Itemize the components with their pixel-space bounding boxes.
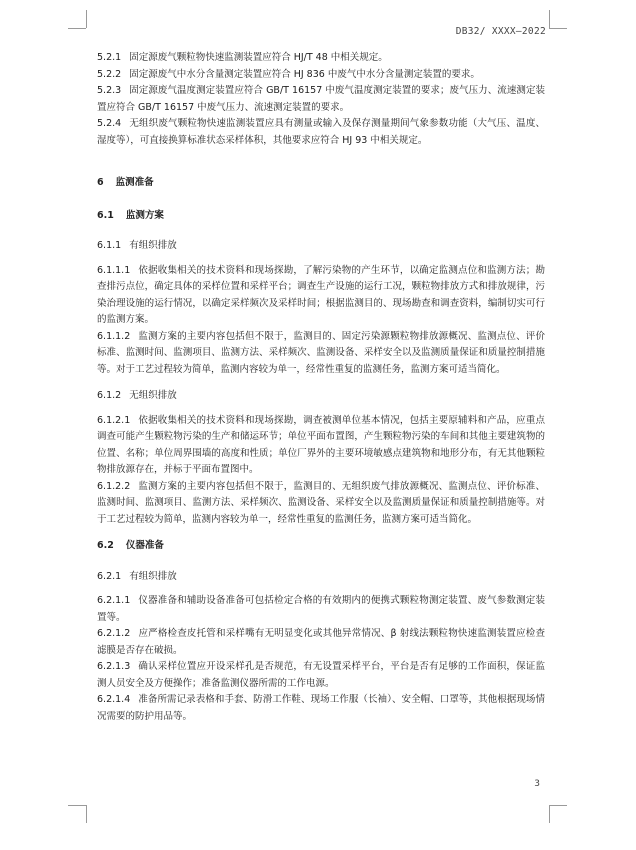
clause-6-2-1-3: 6.2.1.3 确认采样位置应开设采样孔是否规范，有无设置采样平台，平台是否有足够的工作面积，保证监测人员安全及方便操作；准备监测仪器所需的工作电源。 xyxy=(97,661,545,689)
clause-5-2-2: 5.2.2 固定源废气中水分含量测定装置应符合 HJ 836 中废气中水分含量测定装置的要求。 xyxy=(97,68,480,80)
subsection-heading-6-2-1: 6.2.1 有组织排放 xyxy=(97,570,177,582)
clause-6-1-2-2: 6.1.2.2 监测方案的主要内容包括但不限于，监测目的、无组织废气排放源概况、监测点位、评价标准、监测时间、监测项目、监测方法、采样频次、监测设备、采样安全以及监测质量保证和质量控制措施等。对于工艺过程较为简单，监测内容较为单一，经常性重复的监测任务，监测方案可适当简化。 xyxy=(97,480,545,525)
clause-6-1-1-1: 6.1.1.1 依据收集相关的技术资料和现场探勘，了解污染物的产生环节，以确定监测点位和监测方法；勘查排污点位，确定具体的采样位置和采样平台；调查生产设施的运行工况，颗粒物排放方式和排放规律，污染治理设施的运行情况，以确定采样频次及采样时间；根据监测目的、现场勘查和调查资料，编制切实可行的监测方案。 xyxy=(97,264,545,325)
clause-6-2-1-4: 6.2.1.4 准备所需记录表格和手套、防滑工作鞋、现场工作服（长袖）、安全帽、口罩等，其他根据现场情况需要的防护用品等。 xyxy=(97,694,545,722)
crop-mark xyxy=(549,10,550,28)
crop-mark xyxy=(68,805,86,806)
page-number: 3 xyxy=(534,779,540,789)
crop-mark xyxy=(86,805,87,823)
crop-mark xyxy=(549,805,550,823)
section-heading-6: 6 监测准备 xyxy=(97,177,154,188)
clause-6-1-2-1: 6.1.2.1 依据收集相关的技术资料和现场探勘，调查被测单位基本情况，包括主要原辅料和产品，应重点调查可能产生颗粒物污染的生产和储运环节；单位平面布置图，产生颗粒物污染的车间和其他主要建筑物的位置、名称；单位周界围墙的高度和性质；单位厂界外的主要环境敏感点建筑物和地形分布，有无其他颗粒物排放源存在，并标于平面布置图中。 xyxy=(97,414,545,475)
subsection-heading-6-1-2: 6.1.2 无组织排放 xyxy=(97,390,177,401)
crop-mark xyxy=(68,28,86,29)
crop-mark xyxy=(86,10,87,28)
clause-6-1-1-2: 6.1.1.2 监测方案的主要内容包括但不限于，监测目的、固定污染源颗粒物排放源概况、监测点位、评价标准、监测时间、监测项目、监测方法、采样频次、监测设备、采样安全以及监测质量保证和质量控制措施等。对于工艺过程较为简单，监测内容较为单一，经常性重复的监测任务，监测方案可适当简化。 xyxy=(97,330,545,375)
clause-5-2-4: 5.2.4 无组织废气颗粒物快速监测装置应具有测量或输入及保存测量期间气象参数功能（大气压、温度、湿度等），可直接换算标准状态采样体积，其他要求应符合 HJ 93 中相关规定。 xyxy=(97,118,545,146)
section-heading-6-2: 6.2 仪器准备 xyxy=(97,540,164,551)
section-heading-6-1: 6.1 监测方案 xyxy=(97,209,164,221)
document-code: DB32/ XXXX—2022 xyxy=(455,26,546,37)
clause-6-2-1-2: 6.2.1.2 应严格检查皮托管和采样嘴有无明显变化或其他异常情况、β 射线法颗粒物快速监测装置应检查滤膜是否存在破损。 xyxy=(97,628,545,656)
crop-mark xyxy=(549,805,567,806)
page-body xyxy=(97,50,545,725)
crop-mark xyxy=(549,28,567,29)
clause-5-2-1: 5.2.1 固定源废气颗粒物快速监测装置应符合 HJ/T 48 中相关规定。 xyxy=(97,52,388,63)
subsection-heading-6-1-1: 6.1.1 有组织排放 xyxy=(97,240,177,251)
clause-6-2-1-1: 6.2.1.1 仪器准备和辅助设备准备可包括检定合格的有效期内的便携式颗粒物测定装置、废气参数测定装置等。 xyxy=(97,595,545,623)
clause-5-2-3: 5.2.3 固定源废气温度测定装置应符合 GB/T 16157 中废气温度测定装置的要求；废气压力、流速测定装置应符合 GB/T 16157 中废气压力、流速测定装置的要求。 xyxy=(97,85,545,113)
